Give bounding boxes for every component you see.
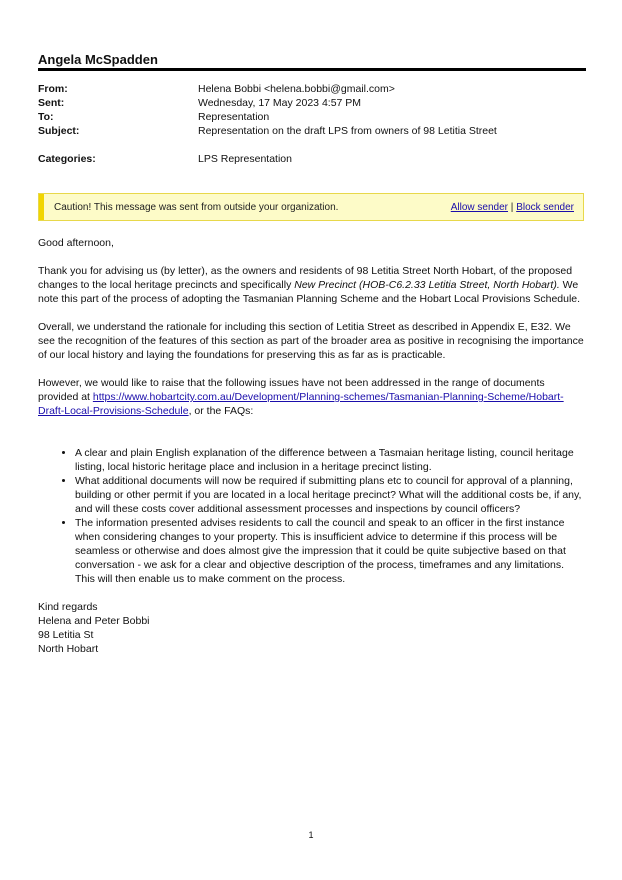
caution-accent-bar bbox=[39, 194, 44, 220]
to-value: Representation bbox=[198, 111, 270, 123]
subject-label: Subject: bbox=[38, 125, 80, 137]
paragraph-3-end: , or the FAQs: bbox=[188, 405, 254, 417]
lps-documents-link[interactable]: https://www.hobartcity.com.au/Development/Planning-schemes/Tasmanian-Planning-Scheme/Hobart-Draft-Local-Provisions-Schedule bbox=[38, 391, 564, 417]
categories-value: LPS Representation bbox=[198, 153, 292, 165]
caution-message: Caution! This message was sent from outside your organization. bbox=[54, 202, 339, 213]
external-sender-caution-banner bbox=[38, 193, 584, 221]
to-label: To: bbox=[38, 111, 54, 123]
page-number: 1 bbox=[308, 830, 314, 840]
sent-value: Wednesday, 17 May 2023 4:57 PM bbox=[198, 97, 362, 109]
issue-item: • The information presented advises residents to call the council and speak to an officer in the first instance when considering changes to your property. This is insufficient advice to determine if this process will be seamless or otherwise and does almost give the impression that it could be quite subjective based on that conversation - we ask for a clear and objective description of the process, timeframes and any limitations. This will then enable us to make comment on the process. bbox=[75, 516, 584, 586]
sent-label: Sent: bbox=[38, 97, 65, 109]
greeting: Good afternoon, bbox=[38, 237, 114, 249]
from-value: Helena Bobbi <helena.bobbi@gmail.com> bbox=[198, 83, 395, 95]
paragraph-1-start: Thank you for advising us (by letter), as the owners and residents of 98 Letitia Street North Hobart, of the proposed changes to the local heritage precincts and specifically bbox=[38, 265, 573, 291]
mailbox-owner-name: Angela McSpadden bbox=[38, 52, 158, 67]
paragraph-2: Overall, we understand the rationale for including this section of Letitia Street as described in Appendix E, E32. We see the recognition of the features of this section as part of the broader area as positive in recognising the importance of our local history and laying the foundations for preserving this as far as is practicable. bbox=[38, 321, 584, 361]
paragraph-3 bbox=[38, 376, 584, 418]
categories-label: Categories: bbox=[38, 153, 96, 165]
issue-item: • What additional documents will now be required if submitting plans etc to council for approval of a planning, building or other permit if you are located in a local heritage precinct? What will the additional costs be, if any, and will these costs cover additional assessment processes and inspections by council officers? bbox=[75, 474, 584, 516]
issue-item: • A clear and plain English explanation of the difference between a Tasmaian heritage listing, council heritage listing, local historic heritage place and inclusion in a heritage precinct listing. bbox=[75, 446, 584, 474]
header-divider bbox=[38, 68, 586, 71]
from-label: From: bbox=[38, 83, 68, 95]
paragraph-3-start: However, we would like to raise that the following issues have not been addressed in the range of documents provided at bbox=[38, 377, 545, 403]
caution-separator: | bbox=[510, 202, 514, 213]
subject-value: Representation on the draft LPS from owners of 98 Letitia Street bbox=[198, 125, 497, 137]
signoff: Kind regards bbox=[38, 601, 98, 613]
allow-sender-link[interactable]: Allow sender bbox=[450, 202, 509, 213]
signature-block bbox=[38, 600, 584, 656]
paragraph-1-end: We note this part of the process of adopting the Tasmanian Planning Scheme and the Hobart Local Provisions Schedule. bbox=[38, 279, 581, 305]
signature-name: Helena and Peter Bobbi bbox=[38, 615, 150, 627]
block-sender-link[interactable]: Block sender bbox=[516, 202, 574, 213]
caution-actions bbox=[451, 202, 574, 213]
precinct-name: New Precinct (HOB-C6.2.33 Letitia Street, North Hobart). bbox=[294, 279, 560, 291]
issues-list bbox=[38, 446, 584, 586]
signature-street: 98 Letitia St bbox=[38, 629, 94, 641]
email-body bbox=[38, 236, 584, 656]
paragraph-1 bbox=[38, 264, 584, 306]
signature-suburb: North Hobart bbox=[38, 643, 99, 655]
